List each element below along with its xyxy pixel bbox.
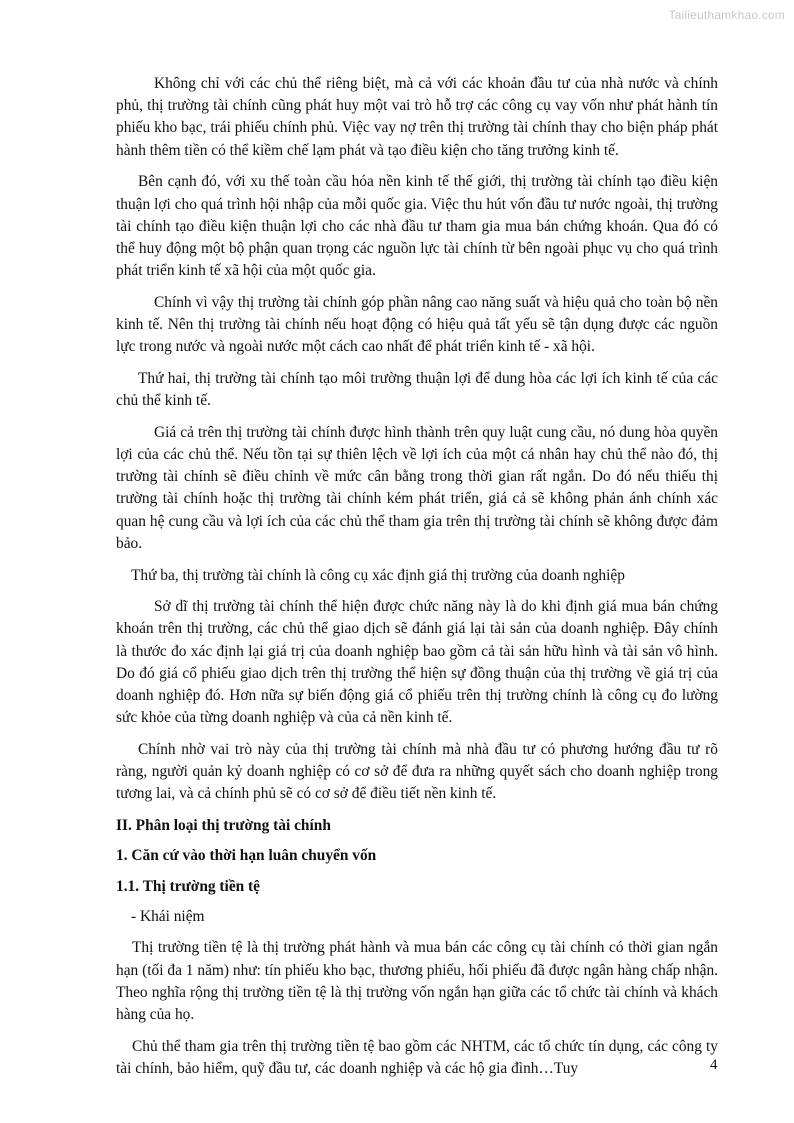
paragraph: Không chỉ với các chủ thể riêng biệt, mà cả với các khoản đầu tư của nhà nước và chính phủ, thị trường tài chính cũng phát huy một vai trò hỗ trợ các công cụ vay vốn như phát hành tín phiếu kho bạc, trái phiếu chính phủ. Việc vay nợ trên thị trường tài chính thay cho biện pháp phát hành thêm tiền có thể kiềm chế lạm phát và tạo điều kiện cho tăng trưởng kinh tế. <box>116 75 718 159</box>
paragraph: Sở dĩ thị trường tài chính thể hiện được chức năng này là do khi định giá mua bán chứng khoán trên thị trường, các chủ thể giao dịch sẽ đánh giá lại tài sản của doanh nghiệp. Đây chính là thước đo xác định lại giá trị của doanh nghiệp bao gồm cả tài sản hữu hình và tài sản vô hình. Do đó giá cổ phiếu giao dịch trên thị trường thể hiện sự đồng thuận của thị trường về giá trị của doanh nghiệp đó. Hơn nữa sự biến động giá cổ phiếu trên thị trường chính là công cụ đo lường sức khỏe của từng doanh nghiệp và của cả nền kinh tế. <box>116 598 718 727</box>
paragraph: Chính vì vậy thị trường tài chính góp phần nâng cao năng suất và hiệu quả cho toàn bộ nền kinh tế. Nên thị trường tài chính nếu hoạt động có hiệu quả tất yếu sẽ tận dụng được các nguồn lực trong nước và ngoài nước một cách cao nhất để phát triển kinh tế - xã hội. <box>116 293 718 356</box>
bullet-item: - Khái niệm <box>131 907 205 925</box>
subsection-heading: 1.1. Thị trường tiền tệ <box>116 877 261 895</box>
page-number: 4 <box>710 1057 718 1073</box>
paragraph: Bên cạnh đó, với xu thế toàn cầu hóa nền kinh tế thế giới, thị trường tài chính tạo điều kiện thuận lợi cho quá trình hội nhập của mỗi quốc gia. Việc thu hút vốn đầu tư nước ngoài, thị trường tài chính tạo điều kiện thuận lợi cho các nhà đầu tư tham gia mua bán chứng khoán. Qua đó có thể huy động một bộ phận quan trọng các nguồn lực tài chính từ bên ngoài phục vụ cho quá trình phát triển kinh tế xã hội của một quốc gia. <box>116 173 718 280</box>
document-body <box>116 73 718 1090</box>
section-heading: II. Phân loại thị trường tài chính <box>116 817 331 835</box>
watermark: Tailieuthamkhao.com <box>668 8 785 22</box>
paragraph: Thị trường tiền tệ là thị trường phát hành và mua bán các công cụ tài chính có thời gian ngắn hạn (tối đa 1 năm) như: tín phiếu kho bạc, thương phiếu, hối phiếu đã được ngân hàng chấp nhận. Theo nghĩa rộng thị trường tiền tệ là thị trường vốn ngắn hạn giữa các tổ chức tài chính và khách hàng của họ. <box>116 939 718 1024</box>
subsection-heading: 1. Căn cứ vào thời hạn luân chuyển vốn <box>116 847 377 865</box>
paragraph: Chính nhờ vai trò này của thị trường tài chính mà nhà đầu tư có phương hướng đầu tư rõ ràng, người quản kỷ doanh nghiệp có cơ sở để đưa ra những quyết sách cho doanh nghiệp trong tương lai, và cả chính phủ sẽ có cơ sở để điều tiết nền kinh tế. <box>116 740 718 803</box>
paragraph: Giá cả trên thị trường tài chính được hình thành trên quy luật cung cầu, nó dung hòa quyền lợi của các chủ thể. Nếu tồn tại sự thiên lệch về lợi ích của một cá nhân hay chủ thể nào đó, thị trường tài chính sẽ điều chỉnh về mức cân bằng trong thời gian rất ngắn. Do đó nếu thiếu thị trường tài chính hoặc thị trường tài chính kém phát triển, giá cả sẽ không phản ánh chính xác quan hệ cung cầu và lợi ích của các chủ thể tham gia trên thị trường tài chính sẽ không được đảm bảo. <box>116 423 718 552</box>
paragraph: Chủ thể tham gia trên thị trường tiền tệ bao gồm các NHTM, các tổ chức tín dụng, các công ty tài chính, bảo hiểm, quỹ đầu tư, các doanh nghiệp và các hộ gia đình…Tuy <box>116 1037 718 1077</box>
paragraph: Thứ hai, thị trường tài chính tạo môi trường thuận lợi để dung hòa các lợi ích kinh tế của các chủ thể kinh tế. <box>116 369 718 410</box>
paragraph: Thứ ba, thị trường tài chính là công cụ xác định giá thị trường của doanh nghiệp <box>131 566 625 584</box>
